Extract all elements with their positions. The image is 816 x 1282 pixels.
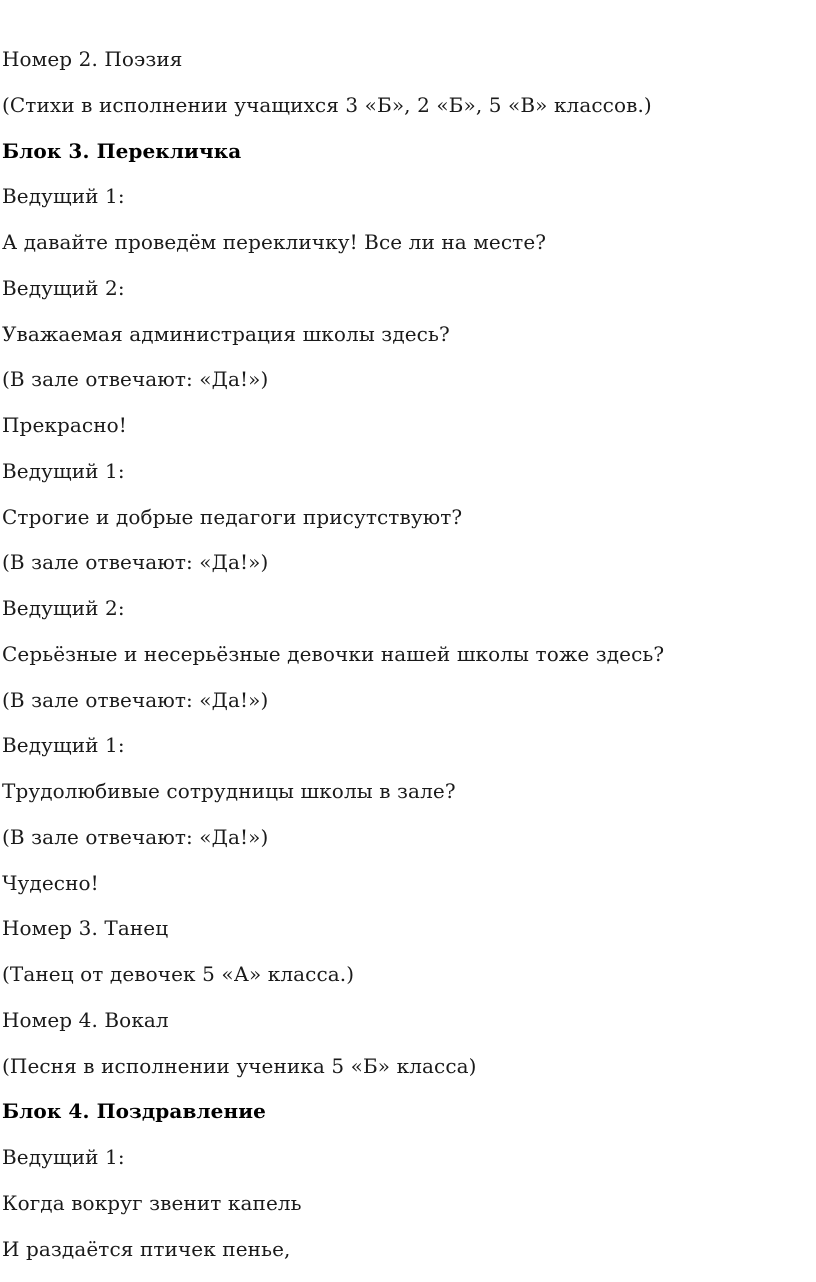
act-number-4-vocal: Номер 4. Вокал bbox=[2, 1008, 169, 1032]
dialogue-line: А давайте проведём перекличку! Все ли на месте? bbox=[2, 230, 547, 254]
dialogue-line: Строгие и добрые педагоги присутствуют? bbox=[2, 505, 463, 529]
dialogue-line: Уважаемая администрация школы здесь? bbox=[2, 322, 450, 346]
stage-direction-audience: (В зале отвечают: «Да!») bbox=[2, 688, 269, 712]
act-number-3-dance: Номер 3. Танец bbox=[2, 916, 169, 940]
dialogue-line: Чудесно! bbox=[2, 871, 99, 895]
stage-direction-audience: (В зале отвечают: «Да!») bbox=[2, 367, 269, 391]
poem-line: Когда вокруг звенит капель bbox=[2, 1191, 302, 1215]
stage-direction-audience: (В зале отвечают: «Да!») bbox=[2, 550, 269, 574]
stage-direction-song: (Песня в исполнении ученика 5 «Б» класса) bbox=[2, 1054, 477, 1078]
section-heading-block-4: Блок 4. Поздравление bbox=[2, 1099, 266, 1123]
speaker-host-1: Ведущий 1: bbox=[2, 733, 125, 757]
speaker-host-1: Ведущий 1: bbox=[2, 1145, 125, 1169]
dialogue-line: Серьёзные и несерьёзные девочки нашей школы тоже здесь? bbox=[2, 642, 665, 666]
stage-direction-audience: (В зале отвечают: «Да!») bbox=[2, 825, 269, 849]
act-number-2-poetry: Номер 2. Поэзия bbox=[2, 47, 183, 71]
poem-line: И раздаётся птичек пенье, bbox=[2, 1237, 291, 1261]
section-heading-block-3: Блок 3. Перекличка bbox=[2, 139, 242, 163]
speaker-host-1: Ведущий 1: bbox=[2, 184, 125, 208]
speaker-host-2: Ведущий 2: bbox=[2, 276, 125, 300]
dialogue-line: Трудолюбивые сотрудницы школы в зале? bbox=[2, 779, 456, 803]
stage-direction-poems: (Стихи в исполнении учащихся 3 «Б», 2 «Б», 5 «В» классов.) bbox=[2, 93, 652, 117]
dialogue-line: Прекрасно! bbox=[2, 413, 127, 437]
speaker-host-1: Ведущий 1: bbox=[2, 459, 125, 483]
stage-direction-dance: (Танец от девочек 5 «А» класса.) bbox=[2, 962, 355, 986]
speaker-host-2: Ведущий 2: bbox=[2, 596, 125, 620]
